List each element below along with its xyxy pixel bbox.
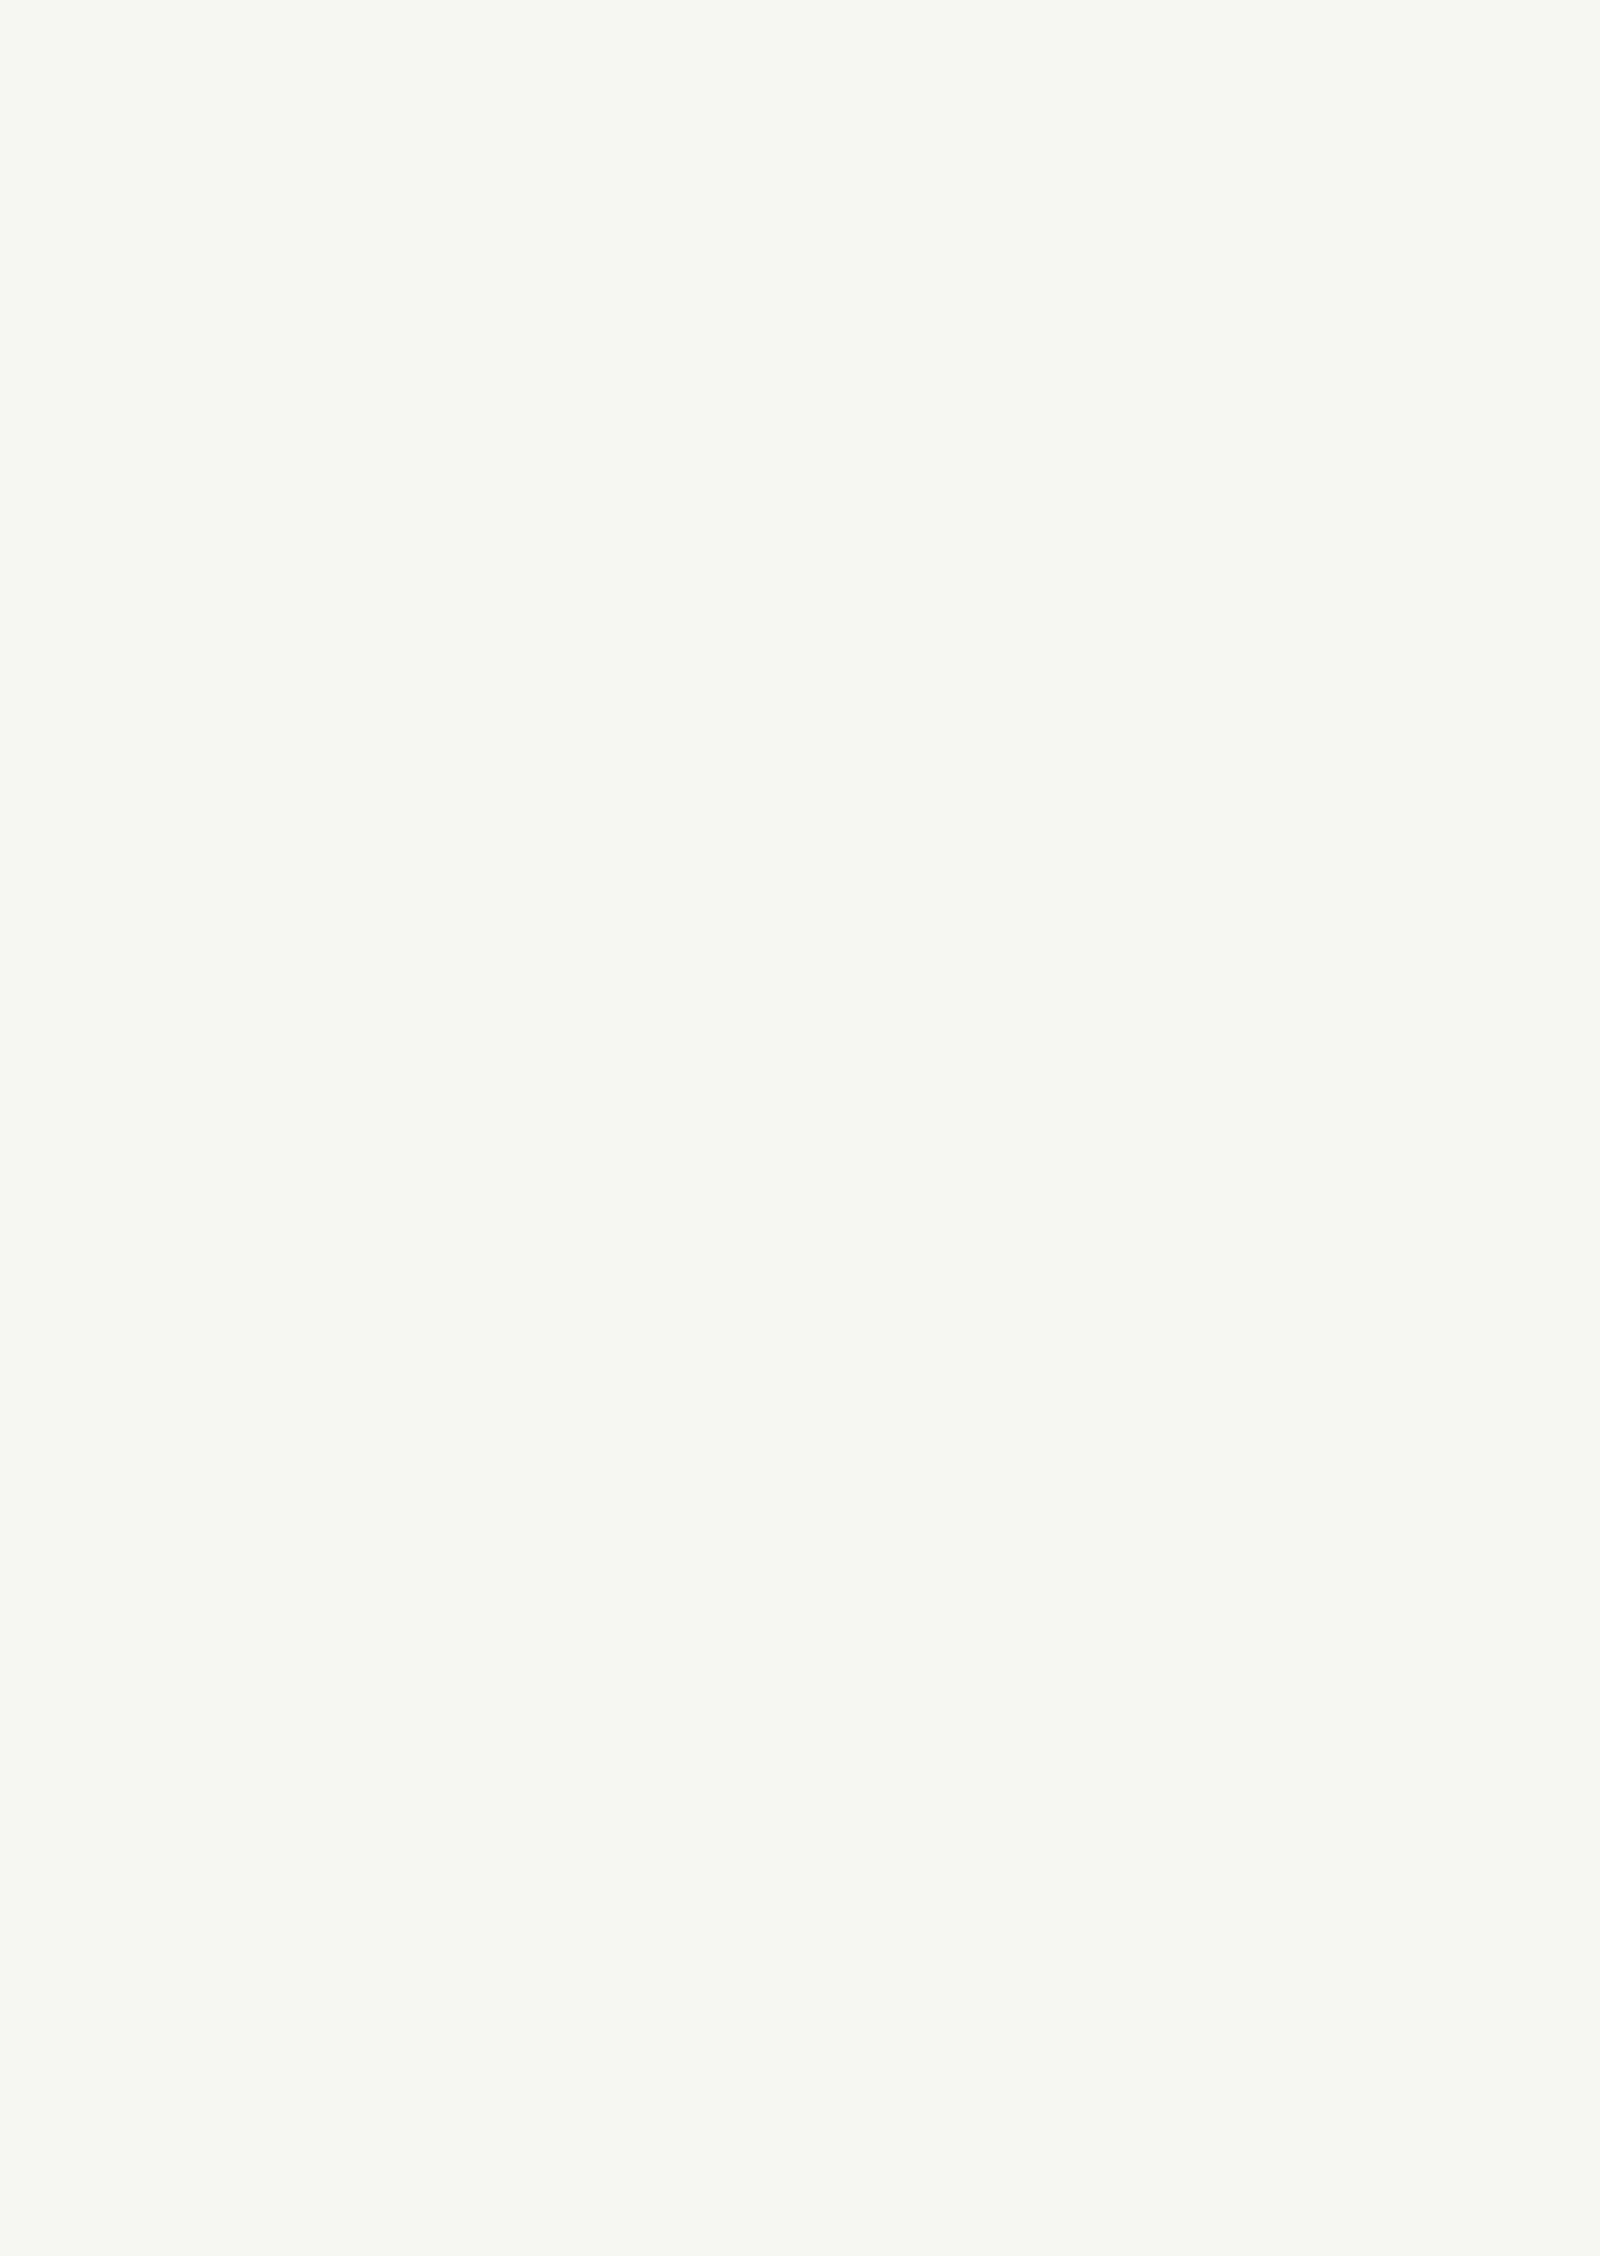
page (0, 0, 1600, 32)
